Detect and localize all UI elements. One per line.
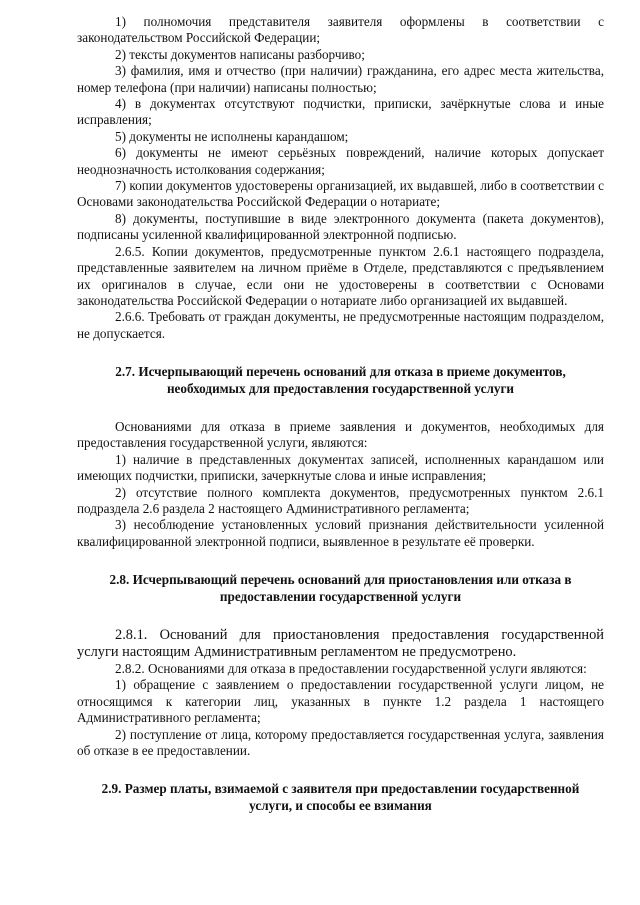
paragraph-2-8-1: 2.8.1. Оснований для приостановления предоставления государственной услуги настоящим Административным регламентом не предусмотрено. bbox=[77, 627, 604, 660]
paragraph-4: 4) в документах отсутствуют подчистки, приписки, зачёркнутые слова и иные исправления; bbox=[77, 96, 604, 128]
paragraph-7: 7) копии документов удостоверены организацией, их выдавшей, либо в соответствии с Основами законодательства Российской Федерации о нотариате; bbox=[77, 178, 604, 210]
paragraph-2-8-item-1: 1) обращение с заявлением о предоставлении государственной услуги лицом, не относящимся к категории лиц, указанных в пункте 1.2 раздела 1 настоящего Административного регламента; bbox=[77, 677, 604, 726]
paragraph-2: 2) тексты документов написаны разборчиво; bbox=[115, 46, 365, 62]
paragraph-2-7-intro: Основаниями для отказа в приеме заявления и документов, необходимых для предоставления государственной услуги, являются: bbox=[77, 418, 604, 451]
paragraph-5: 5) документы не исполнены карандашом; bbox=[115, 128, 349, 144]
paragraph-1: 1) полномочия представителя заявителя оформлены в соответствии с законодательством Российской Федерации; bbox=[77, 14, 604, 46]
paragraph-6: 6) документы не имеют серьёзных повреждений, наличие которых допускает неоднозначность истолкования содержания; bbox=[77, 145, 604, 177]
paragraph-2-6-6: 2.6.6. Требовать от граждан документы, не предусмотренные настоящим подразделом, не допускается. bbox=[77, 309, 604, 341]
paragraph-2-8-item-2: 2) поступление от лица, которому предоставляется государственная услуга, заявления об отказе в ее предоставлении. bbox=[77, 726, 604, 759]
paragraph-2-8-2: 2.8.2. Основаниями для отказа в предоставлении государственной услуги являются: bbox=[115, 661, 587, 676]
paragraph-2-7-item-2: 2) отсутствие полного комплекта документов, предусмотренных пунктом 2.6.1 подраздела 2.6 раздела 2 настоящего Административного регламента; bbox=[77, 484, 604, 516]
paragraph-2-7-item-1: 1) наличие в представленных документах записей, исполненных карандашом или имеющих подчистки, приписки, зачеркнутые слова и иные исправления; bbox=[77, 451, 604, 484]
paragraph-2-6-5: 2.6.5. Копии документов, предусмотренные пунктом 2.6.1 настоящего подраздела, представленные заявителем на личном приёме в Отделе, представляются с предъявлением их оригиналов в случае, если они не удостоверены в соответствии с Основами законодательства Российской Федерации о нотариате либо организацией их выдавшей. bbox=[77, 243, 604, 308]
paragraph-3: 3) фамилия, имя и отчество (при наличии) гражданина, его адрес места жительства, номер телефона (при наличии) написаны полностью; bbox=[77, 63, 604, 95]
paragraph-2-7-item-3: 3) несоблюдение установленных условий признания действительности усиленной квалифицированной электронной подписи, выявленное в результате её проверки. bbox=[77, 517, 604, 549]
section-heading-2-8: 2.8. Исчерпывающий перечень оснований для приостановления или отказа в предоставлении государственной услуги bbox=[109, 572, 572, 604]
section-heading-2-9: 2.9. Размер платы, взимаемой с заявителя при предоставлении государственной услуги, и способы ее взимания bbox=[101, 781, 580, 813]
paragraph-8: 8) документы, поступившие в виде электронного документа (пакета документов), подписаны усиленной квалифицированной электронной подписью. bbox=[77, 210, 604, 243]
section-heading-2-7: 2.7. Исчерпывающий перечень оснований для отказа в приеме документов, необходимых для предоставления государственной услуги bbox=[115, 364, 566, 396]
